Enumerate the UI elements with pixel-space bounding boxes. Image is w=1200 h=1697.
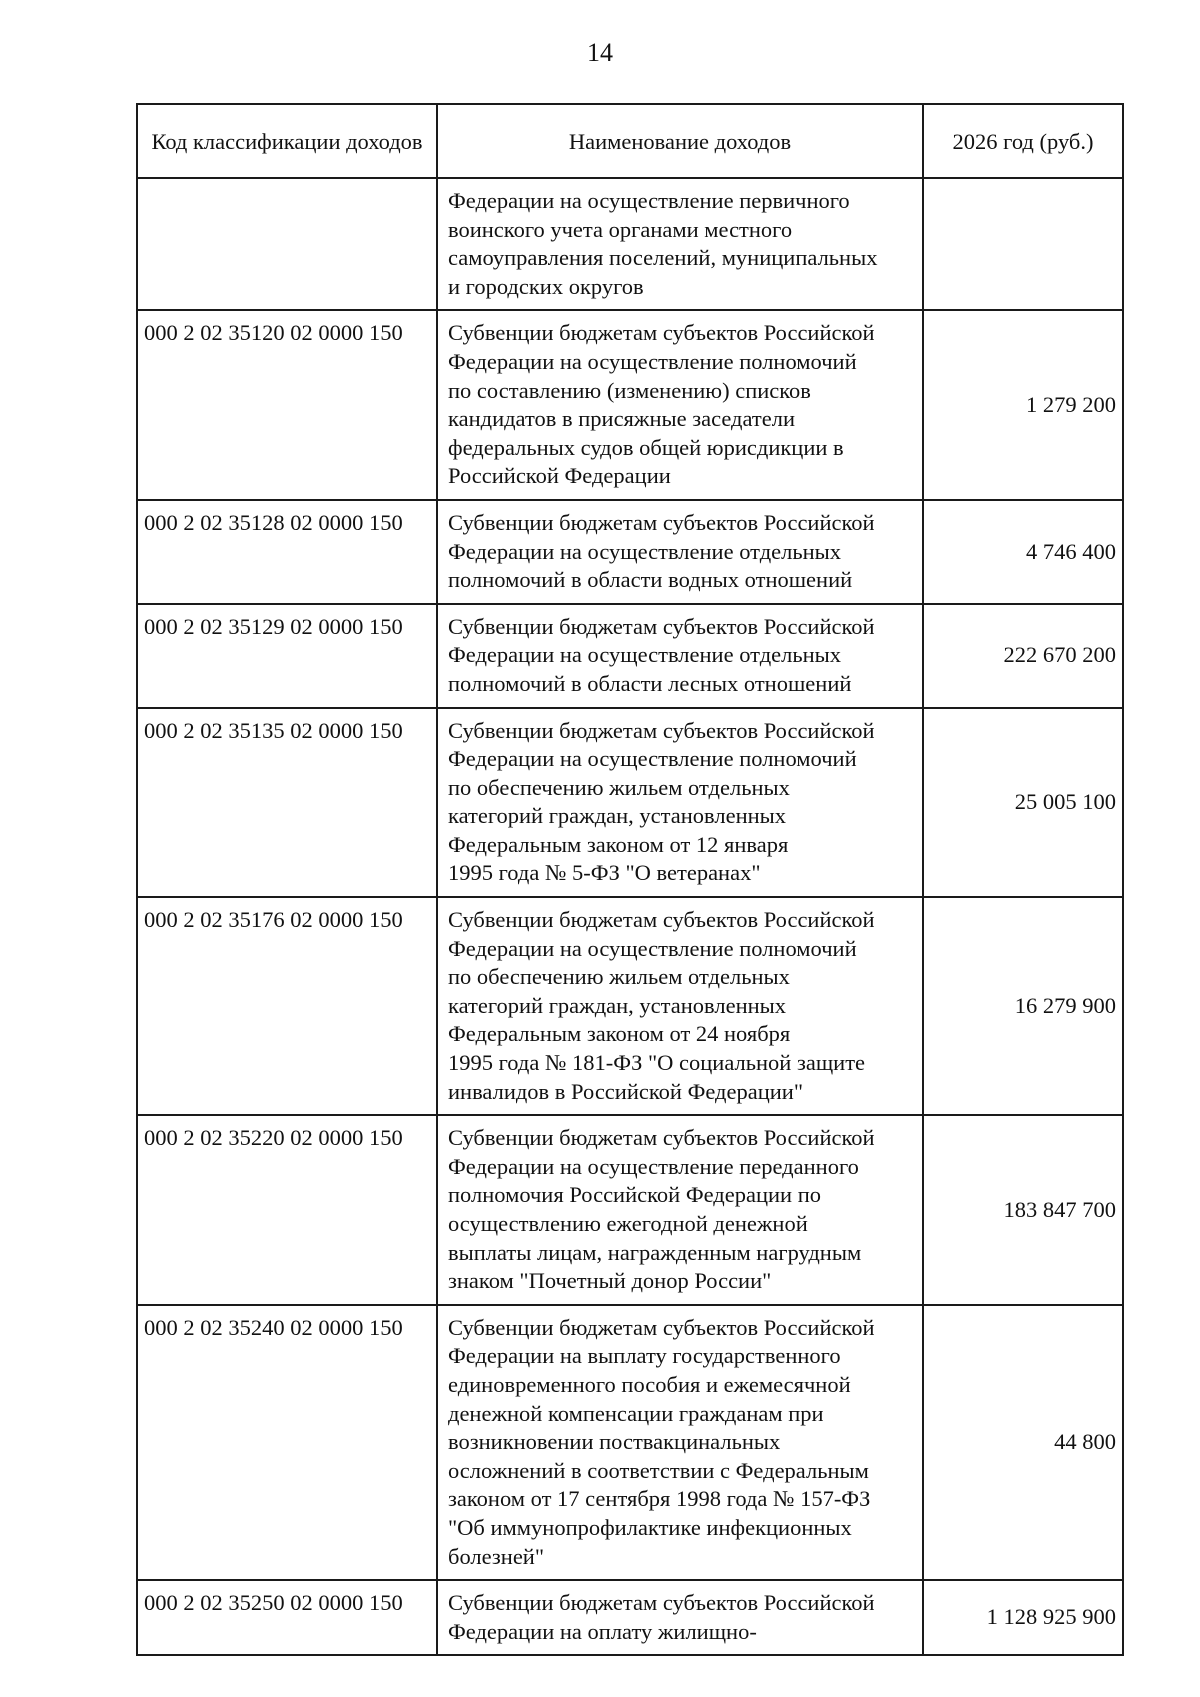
code-cell: 000 2 02 35120 02 0000 150: [137, 310, 437, 500]
table-row: [137, 604, 1123, 708]
name-line: категорий граждан, установленных: [448, 803, 787, 829]
name-cell: [437, 604, 923, 708]
header-row: [137, 104, 1123, 178]
amount-cell: 44 800: [923, 1305, 1123, 1580]
code-cell: 000 2 02 35129 02 0000 150: [137, 604, 437, 708]
name-cell: [437, 178, 923, 310]
name-line: "Об иммунопрофилактике инфекционных: [448, 1514, 852, 1540]
name-line: болезней": [448, 1543, 545, 1569]
table-row: [137, 897, 1123, 1115]
table-row: [137, 500, 1123, 604]
name-line: Субвенции бюджетам субъектов Российской: [448, 320, 875, 346]
name-line: Федерации на осуществление первичного: [448, 188, 850, 213]
name-line: осложнений в соответствии с Федеральным: [448, 1457, 869, 1483]
name-cell: [437, 1305, 923, 1580]
name-line: Федерации на оплату жилищно-: [448, 1618, 757, 1644]
name-line: Федерации на осуществление полномочий: [448, 935, 857, 961]
name-line: по обеспечению жильем отдельных: [448, 964, 790, 990]
name-cell: [437, 1115, 923, 1305]
name-line: Федерации на осуществление полномочий: [448, 348, 857, 374]
amount-cell: 1 128 925 900: [923, 1580, 1123, 1655]
table-row: [137, 1580, 1123, 1655]
name-line: Субвенции бюджетам субъектов Российской: [448, 613, 875, 639]
name-line: полномочий в области лесных отношений: [448, 670, 852, 696]
name-line: Субвенции бюджетам субъектов Российской: [448, 717, 875, 743]
header-amount: 2026 год (руб.): [923, 104, 1123, 178]
table-header: [137, 104, 1123, 178]
name-line: полномочий в области водных отношений: [448, 567, 853, 593]
amount-cell: 183 847 700: [923, 1115, 1123, 1305]
header-name: Наименование доходов: [437, 104, 923, 178]
amount-cell: [923, 178, 1123, 310]
name-cell: [437, 500, 923, 604]
table-row: [137, 1305, 1123, 1580]
name-line: единовременного пособия и ежемесячной: [448, 1371, 851, 1397]
amount-cell: 16 279 900: [923, 897, 1123, 1115]
name-line: Субвенции бюджетам субъектов Российской: [448, 509, 875, 535]
name-line: Федеральным законом от 12 января: [448, 831, 789, 857]
name-line: федеральных судов общей юрисдикции в: [448, 434, 844, 460]
name-line: Субвенции бюджетам субъектов Российской: [448, 1590, 875, 1616]
amount-cell: 25 005 100: [923, 708, 1123, 898]
name-cell: [437, 310, 923, 500]
amount-cell: 1 279 200: [923, 310, 1123, 500]
code-cell: 000 2 02 35135 02 0000 150: [137, 708, 437, 898]
name-line: выплаты лицам, награжденным нагрудным: [448, 1239, 862, 1265]
table-row: [137, 178, 1123, 310]
name-line: возникновении поствакцинальных: [448, 1429, 781, 1455]
amount-cell: 222 670 200: [923, 604, 1123, 708]
table-row: [137, 310, 1123, 500]
code-cell: 000 2 02 35176 02 0000 150: [137, 897, 437, 1115]
amount-cell: 4 746 400: [923, 500, 1123, 604]
name-line: полномочия Российской Федерации по: [448, 1182, 822, 1208]
name-line: Субвенции бюджетам субъектов Российской: [448, 907, 875, 933]
name-line: по обеспечению жильем отдельных: [448, 774, 790, 800]
name-line: инвалидов в Российской Федерации": [448, 1078, 804, 1104]
code-cell: 000 2 02 35128 02 0000 150: [137, 500, 437, 604]
name-line: Федерации на осуществление отдельных: [448, 538, 842, 564]
name-cell: [437, 708, 923, 898]
name-line: самоуправления поселений, муниципальных: [448, 245, 878, 271]
revenue-table: [136, 103, 1124, 1656]
code-cell: 000 2 02 35240 02 0000 150: [137, 1305, 437, 1580]
code-cell: 000 2 02 35250 02 0000 150: [137, 1580, 437, 1655]
name-line: законом от 17 сентября 1998 года № 157-ФЗ: [448, 1486, 871, 1512]
name-line: Субвенции бюджетам субъектов Российской: [448, 1314, 875, 1340]
name-line: денежной компенсации гражданам при: [448, 1400, 824, 1426]
name-line: по составлению (изменению) списков: [448, 377, 811, 403]
name-line: кандидатов в присяжные заседатели: [448, 406, 795, 432]
name-line: осуществлению ежегодной денежной: [448, 1211, 808, 1236]
table-row: [137, 1115, 1123, 1305]
name-line: категорий граждан, установленных: [448, 992, 787, 1018]
code-cell: 000 2 02 35220 02 0000 150: [137, 1115, 437, 1305]
name-line: воинского учета органами местного: [448, 216, 793, 242]
name-line: Федерации на осуществление отдельных: [448, 642, 842, 668]
name-line: Федерации на выплату государственного: [448, 1343, 841, 1369]
name-cell: [437, 1580, 923, 1655]
name-line: и городских округов: [448, 273, 644, 299]
page-number: 14: [587, 38, 613, 67]
name-line: 1995 года № 5-ФЗ "О ветеранах": [448, 860, 761, 886]
name-cell: [437, 897, 923, 1115]
name-line: Российской Федерации: [448, 463, 671, 489]
table-body: [137, 178, 1123, 1655]
name-line: Федерации на осуществление полномочий: [448, 746, 857, 772]
code-cell: [137, 178, 437, 310]
table-row: [137, 708, 1123, 898]
name-line: знаком "Почетный донор России": [448, 1268, 772, 1294]
header-code: Код классификации доходов: [137, 104, 437, 178]
name-line: 1995 года № 181-ФЗ "О социальной защите: [448, 1050, 866, 1076]
name-line: Федерации на осуществление переданного: [448, 1153, 859, 1179]
name-line: Субвенции бюджетам субъектов Российской: [448, 1125, 875, 1151]
name-line: Федеральным законом от 24 ноября: [448, 1021, 791, 1047]
